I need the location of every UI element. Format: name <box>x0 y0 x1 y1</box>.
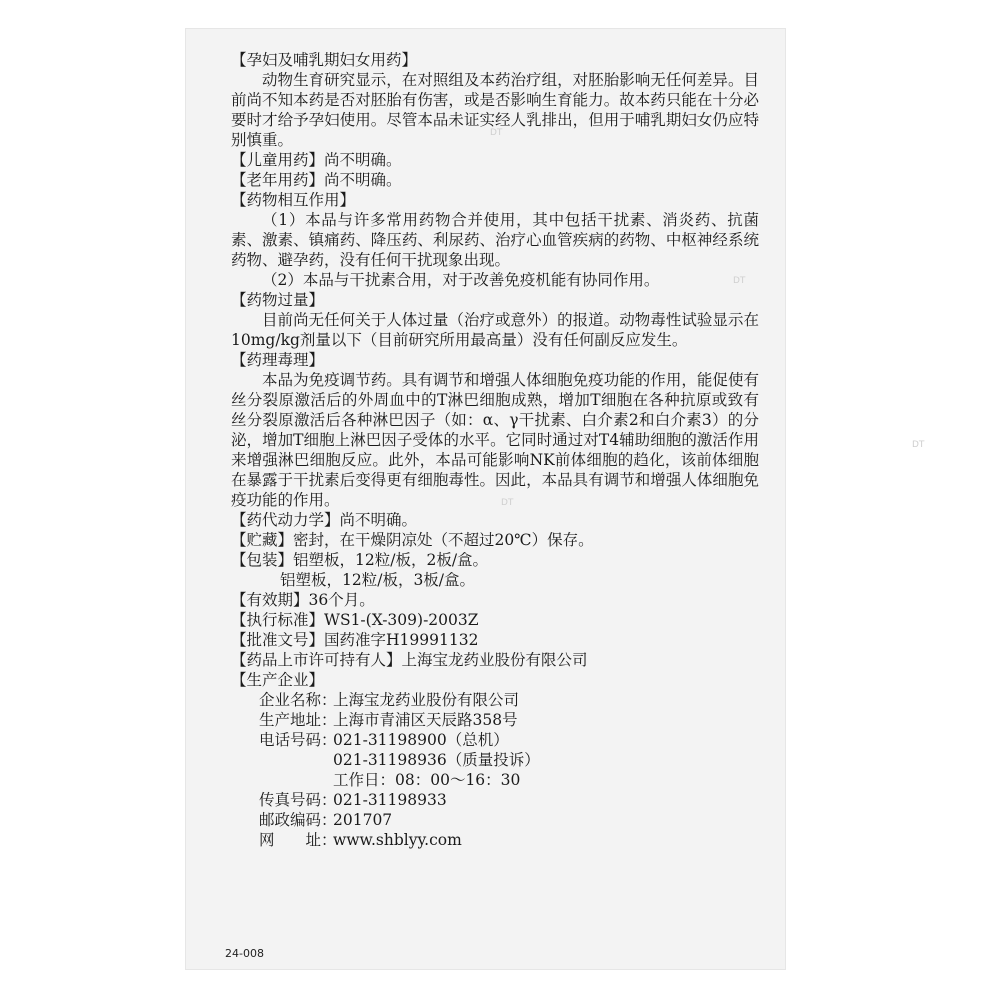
watermark: DT <box>733 276 746 286</box>
field-label: 网 址： <box>259 831 337 849</box>
section-heading: 【贮藏】 <box>231 531 294 549</box>
manufacturer-name-row <box>231 690 759 710</box>
section-interactions <box>231 190 759 290</box>
section-body: 动物生育研究显示，在对照组及本药治疗组，对胚胎影响无任何差异。目前尚不知本药是否对胚胎有伤害，或是否影响生育能力。故本药只能在十分必要时才给予孕妇使用。尽管本品未证实经人乳排出，但用于哺乳期妇女仍应特别慎重。 <box>231 71 759 149</box>
interaction-item-1: （1）本品与许多常用药物合并使用，其中包括干扰素、消炎药、抗菌素、激素、镇痛药、降压药、利尿药、治疗心血管疾病的药物、中枢神经系统药物、避孕药，没有任何干扰现象出现。 <box>231 211 759 269</box>
watermark: DT <box>501 498 514 508</box>
section-body: 目前尚无任何关于人体过量（治疗或意外）的报道。动物毒性试验显示在10mg/kg剂量以下（目前研究所用最高量）没有任何副反应发生。 <box>231 311 759 349</box>
section-pharmacology <box>231 350 759 510</box>
section-heading: 【有效期】 <box>231 591 309 609</box>
manufacturer-zip-row <box>231 810 759 830</box>
section-body: 上海宝龙药业股份有限公司 <box>401 651 588 669</box>
section-package <box>231 550 759 590</box>
package-line-1: 铝塑板，12粒/板，2板/盒。 <box>293 551 489 569</box>
field-value: 021-31198936（质量投诉） <box>333 751 540 769</box>
section-heading: 【执行标准】 <box>231 611 325 629</box>
leaflet-page <box>185 28 786 970</box>
section-heading: 【药代动力学】 <box>231 511 340 529</box>
field-value: 021-31198933 <box>333 791 447 809</box>
manufacturer-phone-row <box>231 730 759 750</box>
watermark: DT <box>912 440 925 450</box>
manufacturer-address-row <box>231 710 759 730</box>
section-heading: 【药理毒理】 <box>231 351 325 369</box>
manufacturer-website-row <box>231 830 759 850</box>
manufacturer-hours-row <box>231 770 759 790</box>
section-heading: 【孕妇及哺乳期妇女用药】 <box>231 51 418 69</box>
section-overdose <box>231 290 759 350</box>
field-label: 电话号码： <box>259 731 337 749</box>
section-body: 本品为免疫调节药。具有调节和增强人体细胞免疫功能的作用，能促使有丝分裂原激活后的外周血中的T淋巴细胞成熟，增加T细胞在各种抗原或致有丝分裂原激活后各种淋巴因子（如：α、γ干扰素、白介素2和白介素3）的分泌，增加T细胞上淋巴因子受体的水平。它同时通过对T4辅助细胞的激活作用来增强淋巴细胞反应。此外，本品可能影响NK前体细胞的趋化，该前体细胞在暴露于干扰素后变得更有细胞毒性。因此，本品具有调节和增强人体细胞免疫功能的作用。 <box>231 371 759 509</box>
section-heading: 【包装】 <box>231 551 294 569</box>
section-heading: 【生产企业】 <box>231 671 325 689</box>
document-code: 24-008 <box>225 947 264 960</box>
section-heading: 【药物相互作用】 <box>231 191 356 209</box>
field-value: www.shblyy.com <box>333 831 462 849</box>
field-label: 企业名称： <box>259 691 337 709</box>
section-holder <box>231 650 759 670</box>
section-storage <box>231 530 759 550</box>
interaction-item-2: （2）本品与干扰素合用，对于改善免疫机能有协同作用。 <box>262 271 660 289</box>
field-value: 上海市青浦区天辰路358号 <box>333 711 518 729</box>
section-heading: 【药物过量】 <box>231 291 325 309</box>
field-label: 生产地址： <box>259 711 337 729</box>
section-body: 密封，在干燥阴凉处（不超过20℃）保存。 <box>293 531 594 549</box>
field-value: 上海宝龙药业股份有限公司 <box>333 691 520 709</box>
section-heading: 【药品上市许可持有人】 <box>231 651 402 669</box>
field-value: 201707 <box>333 811 393 829</box>
section-body: 36个月。 <box>308 591 375 609</box>
section-children <box>231 150 759 170</box>
field-value: 工作日：08：00～16：30 <box>333 771 521 789</box>
field-value: 021-31198900（总机） <box>333 731 509 749</box>
section-heading: 【儿童用药】 <box>231 151 325 169</box>
manufacturer-fax-row <box>231 790 759 810</box>
section-manufacturer <box>231 670 759 850</box>
section-standard <box>231 610 759 630</box>
section-body: 尚不明确。 <box>324 151 402 169</box>
section-approval <box>231 630 759 650</box>
section-pharmacokinetics <box>231 510 759 530</box>
section-elderly <box>231 170 759 190</box>
section-heading: 【批准文号】 <box>231 631 325 649</box>
field-label: 邮政编码： <box>259 811 337 829</box>
watermark: DT <box>490 128 503 138</box>
section-validity <box>231 590 759 610</box>
section-heading: 【老年用药】 <box>231 171 325 189</box>
leaflet-content <box>231 50 759 850</box>
section-body: WS1-(X-309)-2003Z <box>324 611 479 629</box>
section-body: 尚不明确。 <box>324 171 402 189</box>
section-body: 国药准字H19991132 <box>324 631 479 649</box>
section-body: 尚不明确。 <box>339 511 418 529</box>
field-label: 传真号码： <box>259 791 337 809</box>
manufacturer-phone-row-2 <box>231 750 759 770</box>
package-line-2: 铝塑板，12粒/板，3板/盒。 <box>280 571 476 589</box>
